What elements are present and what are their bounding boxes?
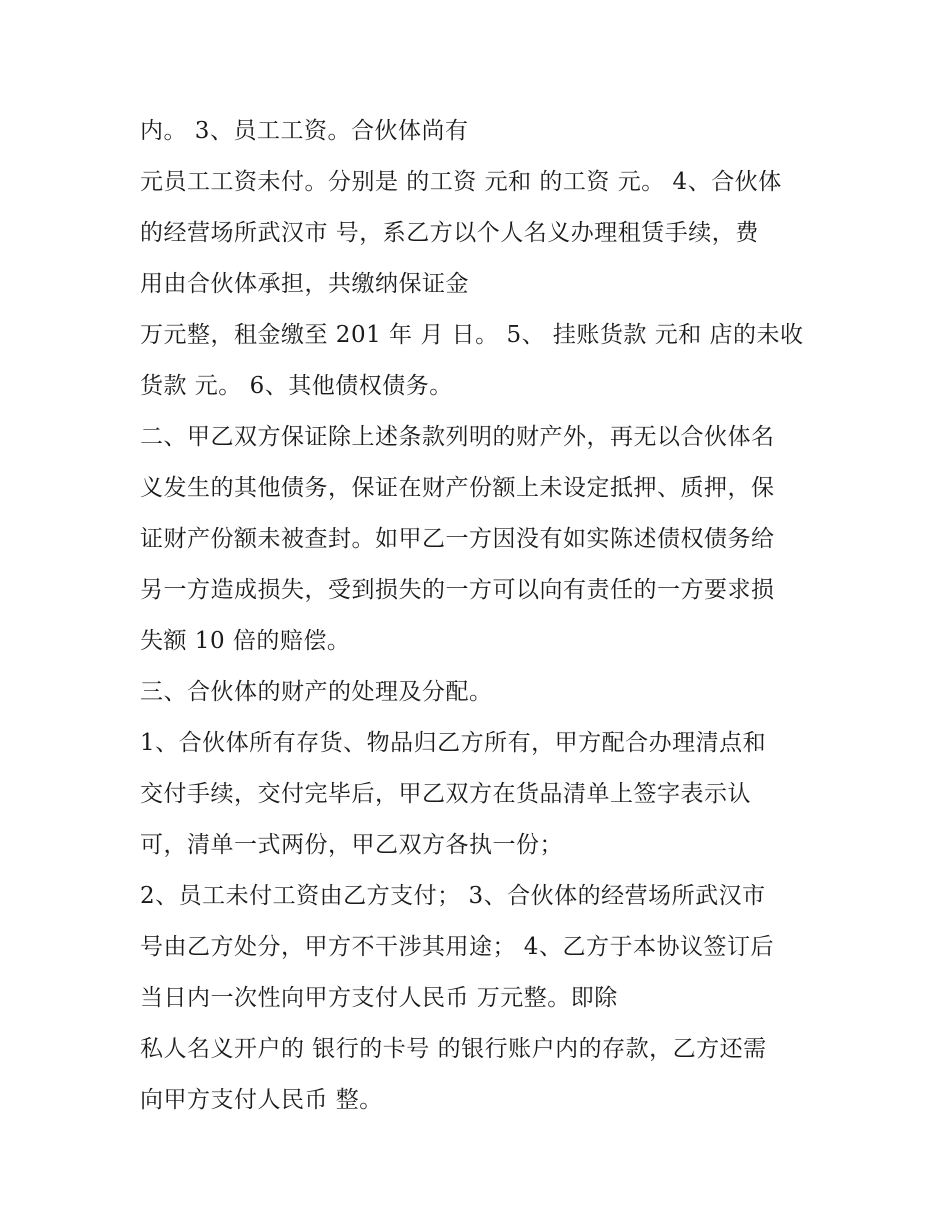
text-line: 当日内一次性向甲方支付人民币 万元整。即除 bbox=[140, 985, 618, 1011]
text-line: 用由合伙体承担，共缴纳保证金 bbox=[140, 271, 469, 297]
text-line: 义发生的其他债务，保证在财产份额上未设定抵押、质押，保 bbox=[140, 475, 775, 501]
text-line: 号由乙方处分，甲方不干涉其用途； 4、乙方于本协议签订后 bbox=[140, 934, 774, 960]
text-line: 失额 10 倍的赔偿。 bbox=[140, 628, 351, 654]
text-line: 交付手续，交付完毕后，甲乙双方在货品清单上签字表示认 bbox=[140, 781, 751, 807]
text-line: 私人名义开户的 银行的卡号 的银行账户内的存款，乙方还需 bbox=[140, 1036, 767, 1062]
document-body bbox=[140, 106, 820, 1126]
section-heading: 二、甲乙双方保证除上述条款列明的财产外，再无以合伙体名 bbox=[140, 424, 775, 450]
text-line: 1、合伙体所有存货、物品归乙方所有，甲方配合办理清点和 bbox=[140, 730, 767, 756]
text-line: 元员工工资未付。分别是 的工资 元和 的工资 元。 4、合伙体 bbox=[140, 169, 782, 195]
text-line: 证财产份额未被查封。如甲乙一方因没有如实陈述债权债务给 bbox=[140, 526, 775, 552]
text-line: 的经营场所武汉市 号，系乙方以个人名义办理租赁手续，费 bbox=[140, 220, 759, 246]
text-line: 内。 3、员工工资。合伙体尚有 bbox=[140, 118, 469, 144]
text-line: 2、员工未付工资由乙方支付； 3、合伙体的经营场所武汉市 bbox=[140, 883, 766, 909]
text-line: 万元整，租金缴至 201 年 月 日。 5、 挂账货款 元和 店的未收 bbox=[140, 322, 804, 348]
text-line: 可，清单一式两份，甲乙双方各执一份； bbox=[140, 832, 563, 858]
text-line: 向甲方支付人民币 整。 bbox=[140, 1087, 383, 1113]
text-line: 货款 元。 6、其他债权债务。 bbox=[140, 373, 453, 399]
text-line: 另一方造成损失，受到损失的一方可以向有责任的一方要求损 bbox=[140, 577, 775, 603]
section-heading: 三、合伙体的财产的处理及分配。 bbox=[140, 679, 493, 705]
